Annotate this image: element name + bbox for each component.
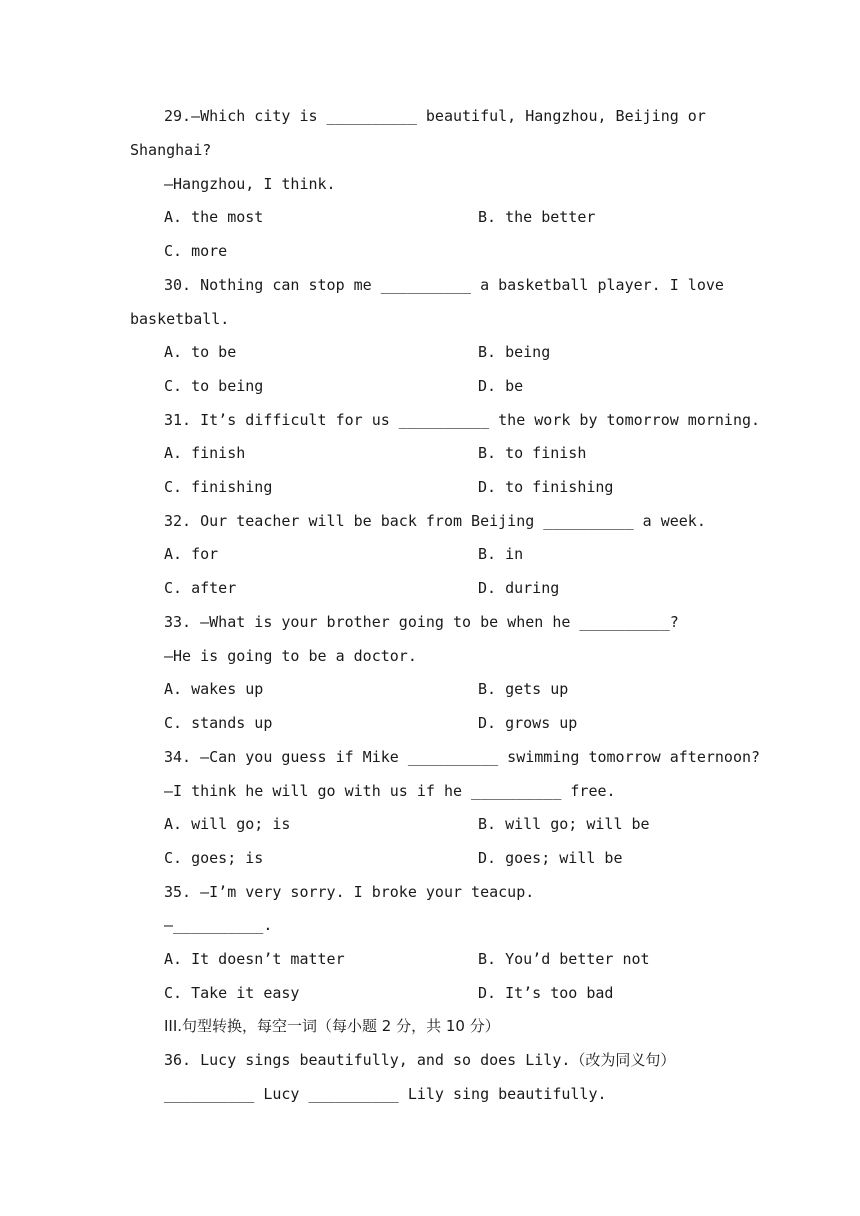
question-34-answer: —I think he will go with us if he __________ free. (164, 782, 616, 800)
question-33-stem: 33. —What is your brother going to be when he __________? (164, 613, 679, 631)
q30-option-d: D. be (478, 377, 524, 395)
q32-option-a: A. for (164, 545, 219, 563)
q29-option-b: B. the better (478, 208, 596, 226)
question-30-stem-cont: basketball. (130, 310, 230, 328)
q35-option-b: B. You’d better not (478, 950, 650, 968)
q29-option-c: C. more (164, 242, 228, 260)
question-36-stem: 36. Lucy sings beautifully, and so does Lily.（改为同义句） (164, 1051, 676, 1069)
q31-option-d: D. to finishing (478, 478, 614, 496)
question-35-answer: —__________. (164, 916, 273, 934)
q32-option-d: D. during (478, 579, 560, 597)
q30-option-a: A. to be (164, 343, 237, 361)
q32-option-b: B. in (478, 545, 524, 563)
q31-option-c: C. finishing (164, 478, 273, 496)
q32-option-c: C. after (164, 579, 237, 597)
q33-option-d: D. grows up (478, 714, 578, 732)
q34-option-d: D. goes; will be (478, 849, 623, 867)
question-33-answer: —He is going to be a doctor. (164, 647, 417, 665)
question-35-stem: 35. —I’m very sorry. I broke your teacup. (164, 883, 535, 901)
section-3-heading: III.句型转换，每空一词（每小题 2 分，共 10 分） (164, 1017, 500, 1035)
question-36-blank-line: __________ Lucy __________ Lily sing beautifully. (164, 1085, 607, 1103)
question-29-stem-cont: Shanghai? (130, 141, 212, 159)
q35-option-a: A. It doesn’t matter (164, 950, 345, 968)
q34-option-a: A. will go; is (164, 815, 291, 833)
q33-option-b: B. gets up (478, 680, 569, 698)
q34-option-c: C. goes; is (164, 849, 264, 867)
q34-option-b: B. will go; will be (478, 815, 650, 833)
q31-option-b: B. to finish (478, 444, 587, 462)
q30-option-b: B. being (478, 343, 551, 361)
q31-option-a: A. finish (164, 444, 246, 462)
question-29-answer: —Hangzhou, I think. (164, 175, 336, 193)
question-31-stem: 31. It’s difficult for us __________ the work by tomorrow morning. (164, 411, 761, 429)
q30-option-c: C. to being (164, 377, 264, 395)
q35-option-c: C. Take it easy (164, 984, 300, 1002)
q33-option-a: A. wakes up (164, 680, 264, 698)
question-34-stem: 34. —Can you guess if Mike __________ swimming tomorrow afternoon? (164, 748, 761, 766)
q29-option-a: A. the most (164, 208, 264, 226)
question-32-stem: 32. Our teacher will be back from Beijing __________ a week. (164, 512, 706, 530)
q33-option-c: C. stands up (164, 714, 273, 732)
q35-option-d: D. It’s too bad (478, 984, 614, 1002)
question-30-stem: 30. Nothing can stop me __________ a basketball player. I love (164, 276, 724, 294)
question-29-stem: 29.—Which city is __________ beautiful, Hangzhou, Beijing or (164, 107, 706, 125)
